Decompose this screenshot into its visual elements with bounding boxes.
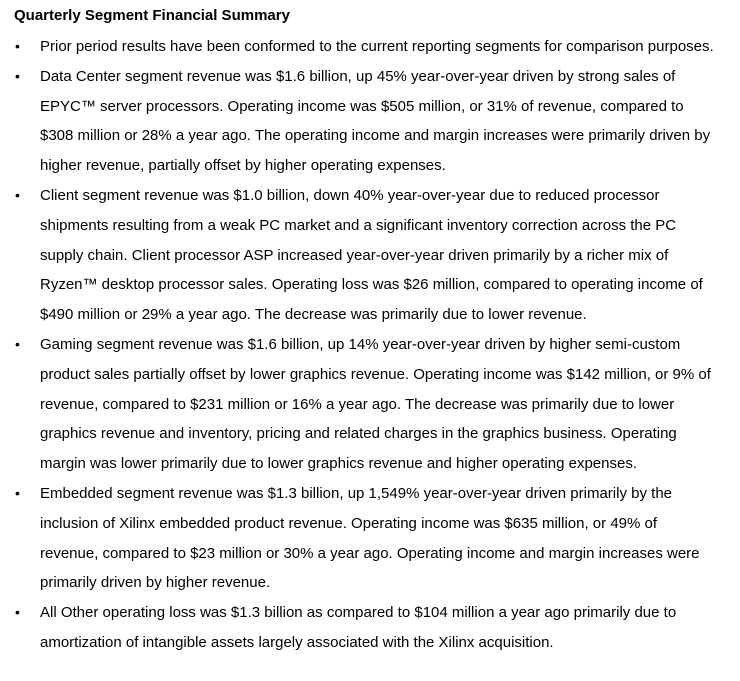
- paragraph-line: graphics revenue and inventory, pricing and related charges in the graphics business. Operating: [40, 425, 677, 443]
- list-item-gaming: [0, 330, 740, 479]
- paragraph-line: Embedded segment revenue was $1.3 billion, up 1,549% year-over-year driven primarily by the: [40, 484, 672, 502]
- bullet-icon: •: [15, 484, 20, 501]
- paragraph-line: $490 million or 29% a year ago. The decrease was primarily due to lower revenue.: [40, 306, 587, 324]
- paragraph-line: supply chain. Client processor ASP increased year-over-year driven primarily by a richer mix of: [40, 246, 669, 264]
- list-item-client: [0, 181, 740, 330]
- paragraph-line: primarily driven by higher revenue.: [40, 574, 271, 592]
- bullet-icon: •: [15, 335, 20, 352]
- paragraph-line: inclusion of Xilinx embedded product revenue. Operating income was $635 million, or 49% of: [40, 514, 658, 532]
- list-item-prior-period: [0, 32, 740, 62]
- paragraph-line: Gaming segment revenue was $1.6 billion, up 14% year-over-year driven by higher semi-custom: [40, 335, 681, 353]
- paragraph-line: Ryzen™ desktop processor sales. Operating loss was $26 million, compared to operating income of: [40, 276, 703, 294]
- paragraph-line: revenue, compared to $23 million or 30% a year ago. Operating income and margin increases were: [40, 544, 700, 562]
- list-item-all-other: [0, 598, 740, 658]
- list-item-data-center: [0, 62, 740, 181]
- paragraph-line: Prior period results have been conformed to the current reporting segments for comparison purposes.: [40, 38, 714, 55]
- segment-bullet-list: [0, 32, 740, 658]
- paragraph-line: Client segment revenue was $1.0 billion, down 40% year-over-year due to reduced processor: [40, 186, 660, 204]
- paragraph-line: EPYC™ server processors. Operating income was $505 million, or 31% of revenue, compared to: [40, 97, 684, 115]
- paragraph-line: higher revenue, partially offset by higher operating expenses.: [40, 157, 446, 175]
- paragraph-line: All Other operating loss was $1.3 billion as compared to $104 million a year ago primarily due to: [40, 604, 677, 622]
- bullet-icon: •: [15, 604, 20, 621]
- paragraph-line: Data Center segment revenue was $1.6 billion, up 45% year-over-year driven by strong sales of: [40, 67, 676, 85]
- page-title: Quarterly Segment Financial Summary: [14, 7, 290, 24]
- list-item-embedded: [0, 479, 740, 598]
- paragraph-line: $308 million or 28% a year ago. The operating income and margin increases were primarily driven by: [40, 127, 711, 145]
- bullet-icon: •: [15, 38, 20, 54]
- bullet-icon: •: [15, 186, 20, 203]
- paragraph-line: shipments resulting from a weak PC market and a significant inventory correction across the PC: [40, 216, 677, 234]
- paragraph-line: margin was lower primarily due to lower graphics revenue and higher operating expenses.: [40, 455, 637, 473]
- paragraph-line: product sales partially offset by lower graphics revenue. Operating income was $142 million, or 9% of: [40, 365, 711, 383]
- paragraph-line: amortization of intangible assets largely associated with the Xilinx acquisition.: [40, 633, 554, 651]
- bullet-icon: •: [15, 67, 20, 84]
- paragraph-line: revenue, compared to $231 million or 16% a year ago. The decrease was primarily due to lower: [40, 395, 675, 413]
